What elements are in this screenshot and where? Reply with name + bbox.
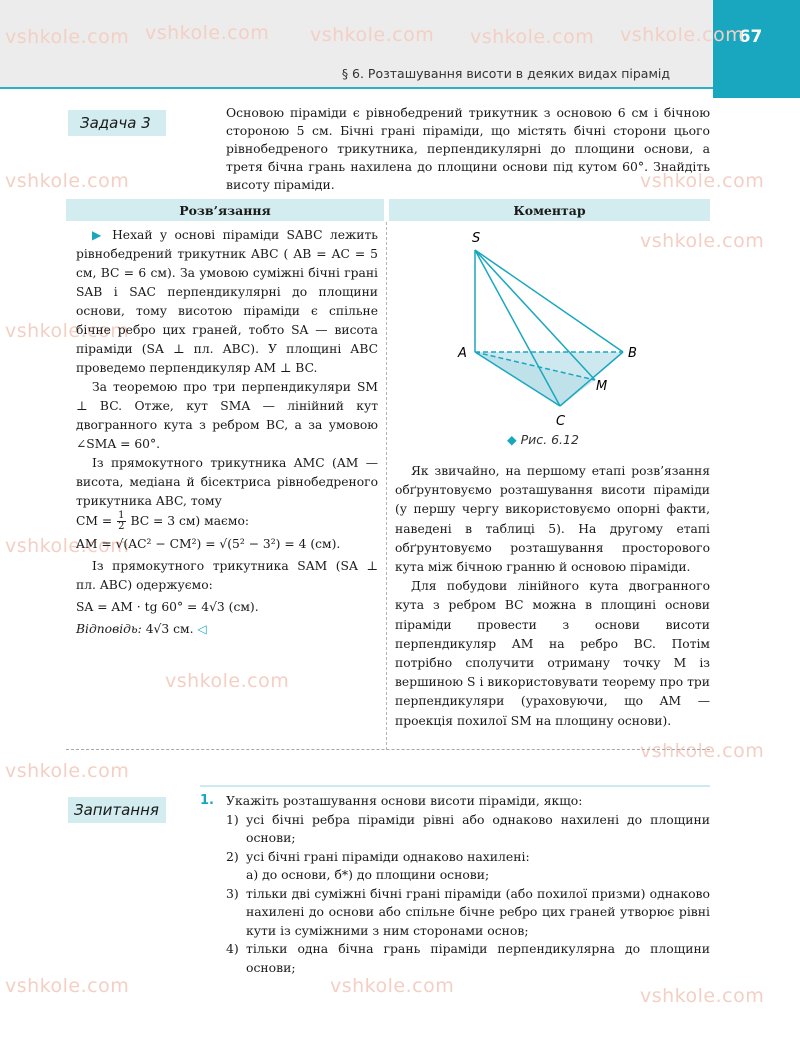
watermark: vshkole.com [5, 170, 130, 192]
watermark: vshkole.com [640, 230, 765, 252]
solution-paragraph-4: Із прямокутного трикутника SAM (SA ⊥ пл. ABC) одержуємо: [76, 559, 378, 592]
watermark: vshkole.com [620, 24, 745, 46]
column-divider [386, 222, 387, 750]
header-rule [0, 87, 713, 89]
watermark: vshkole.com [5, 760, 130, 782]
task-label: Задача 3 [68, 110, 166, 136]
formula-am: AM = √(AC² − CM²) = √(5² − 3²) = 4 (см). [76, 537, 341, 551]
page-number-tab [713, 0, 800, 98]
watermark: vshkole.com [165, 670, 290, 692]
diamond-icon: ◆ [507, 432, 517, 447]
play-marker-icon: ▶ [92, 228, 105, 242]
section-divider [66, 749, 710, 750]
questions-label: Запитання [68, 797, 166, 823]
label-a: A [458, 346, 467, 361]
solution-paragraph-1: ▶ Нехай у основі піраміди SABC лежить рівнобедрений трикутник ABC ( AB = AC = 5 см, BC = 6 см). За умовою суміжні бічні грані SAB і SAC перпендикулярні до площини основи, тому висотою піраміди є спільне бічне ребро цих граней, тобто SA — висота піраміди (SA ⊥ пл. ABC). У площині ABC проведемо перпендикуляр AM ⊥ BC. [76, 228, 378, 375]
solution-paragraph-3: Із прямокутного трикутника AMC (AM — висота, медіана й бісектриса рівнобедреного трикутника ABC, тому [76, 456, 378, 508]
page-number: 67 [738, 27, 763, 47]
answer: Відповідь: 4√3 см. ◁ [76, 622, 207, 636]
watermark: vshkole.com [310, 24, 435, 46]
solution-paragraph-2: За теоремою про три перпендикуляри SM ⊥ BC. Отже, кут SMA — лінійний кут двогранного кута з ребром BC, а за умовою ∠SMA = 60°. [76, 380, 378, 451]
watermark: vshkole.com [470, 26, 595, 48]
watermark: vshkole.com [5, 535, 130, 557]
figure-caption: ◆ Рис. 6.12 [507, 432, 579, 447]
running-head: § 6. Розташування висоти в деяких видах пірамід [341, 66, 670, 81]
watermark: vshkole.com [640, 170, 765, 192]
task-statement: Основою піраміди є рівнобедрений трикутник з основою 6 см і бічною стороною 5 см. Бічні грані піраміди, що містять бічні сторони цього рівнобедреного трикутника, перпендикулярні до площини основи, а третя бічна грань нахилена до площини основи під кутом 60°. Знайдіть висоту піраміди. [226, 105, 710, 192]
watermark: vshkole.com [330, 975, 455, 997]
watermark: vshkole.com [5, 26, 130, 48]
watermark: vshkole.com [640, 985, 765, 1007]
solution-paragraph-3b: CM = $\frac{1}{2}$ BC = 3 см) маємо: [76, 510, 250, 532]
watermark: vshkole.com [640, 740, 765, 762]
watermark: vshkole.com [5, 320, 130, 342]
question-item: 4) тільки одна бічна грань піраміди перпендикулярна до площини основи; [226, 941, 710, 975]
question-block [226, 792, 710, 977]
question-item: 3) тільки дві суміжні бічні грані піраміди (або похилої призми) однаково нахилені до основи або спільне бічне ребро цих граней утворює рівні кути із суміжними з ним сторонами основ; [226, 885, 710, 938]
label-c: C [556, 414, 566, 429]
question-number: 1. [200, 793, 214, 808]
label-m: M [596, 379, 608, 394]
watermark: vshkole.com [5, 975, 130, 997]
label-b: B [628, 346, 637, 361]
question-intro: Укажіть розташування основи висоти піраміди, якщо: [226, 793, 583, 808]
comment-header: Коментар [389, 199, 710, 221]
fraction: $\frac{1}{2}$ [118, 510, 125, 532]
comment-paragraph-2: Для побудови лінійного кута двогранного кута з ребром BC можна в площині основи піраміди провести з основи висоти перпендикуляр AM на ребро BC. Потім потрібно сполучити отриману точку M із вершиною S і використовувати теорему про три перпендикуляри (ураховуючи, що AM — проекція похилої SM на площину основи). [395, 579, 710, 728]
questions-rule [200, 785, 710, 787]
end-marker-icon: ◁ [197, 622, 207, 636]
comment-paragraph-1: Як звичайно, на першому етапі розв’язання обґрунтовуємо розташування висоти піраміди (у першу чергу використовуємо опорні факти, наведені в таблиці 5). На другому етапі обґрунтовуємо розташування просторового кута між бічною гранню й основою піраміди. [395, 464, 710, 575]
watermark: vshkole.com [145, 22, 270, 44]
edge-sb [475, 250, 623, 352]
solution-header: Розв’язання [66, 199, 384, 221]
solution-column [76, 226, 378, 639]
question-item: 1) усі бічні ребра піраміди рівні або однаково нахилені до площини основи; [226, 811, 710, 845]
question-item: а) до основи, б*) до площини основи; [246, 867, 490, 882]
question-item: 2) усі бічні грані піраміди однаково нахилені: [226, 848, 530, 864]
label-s: S [472, 231, 481, 246]
pyramid-figure [450, 228, 650, 438]
comment-column [395, 462, 710, 731]
formula-sa: SA = AM · tg 60° = 4√3 (см). [76, 600, 259, 614]
